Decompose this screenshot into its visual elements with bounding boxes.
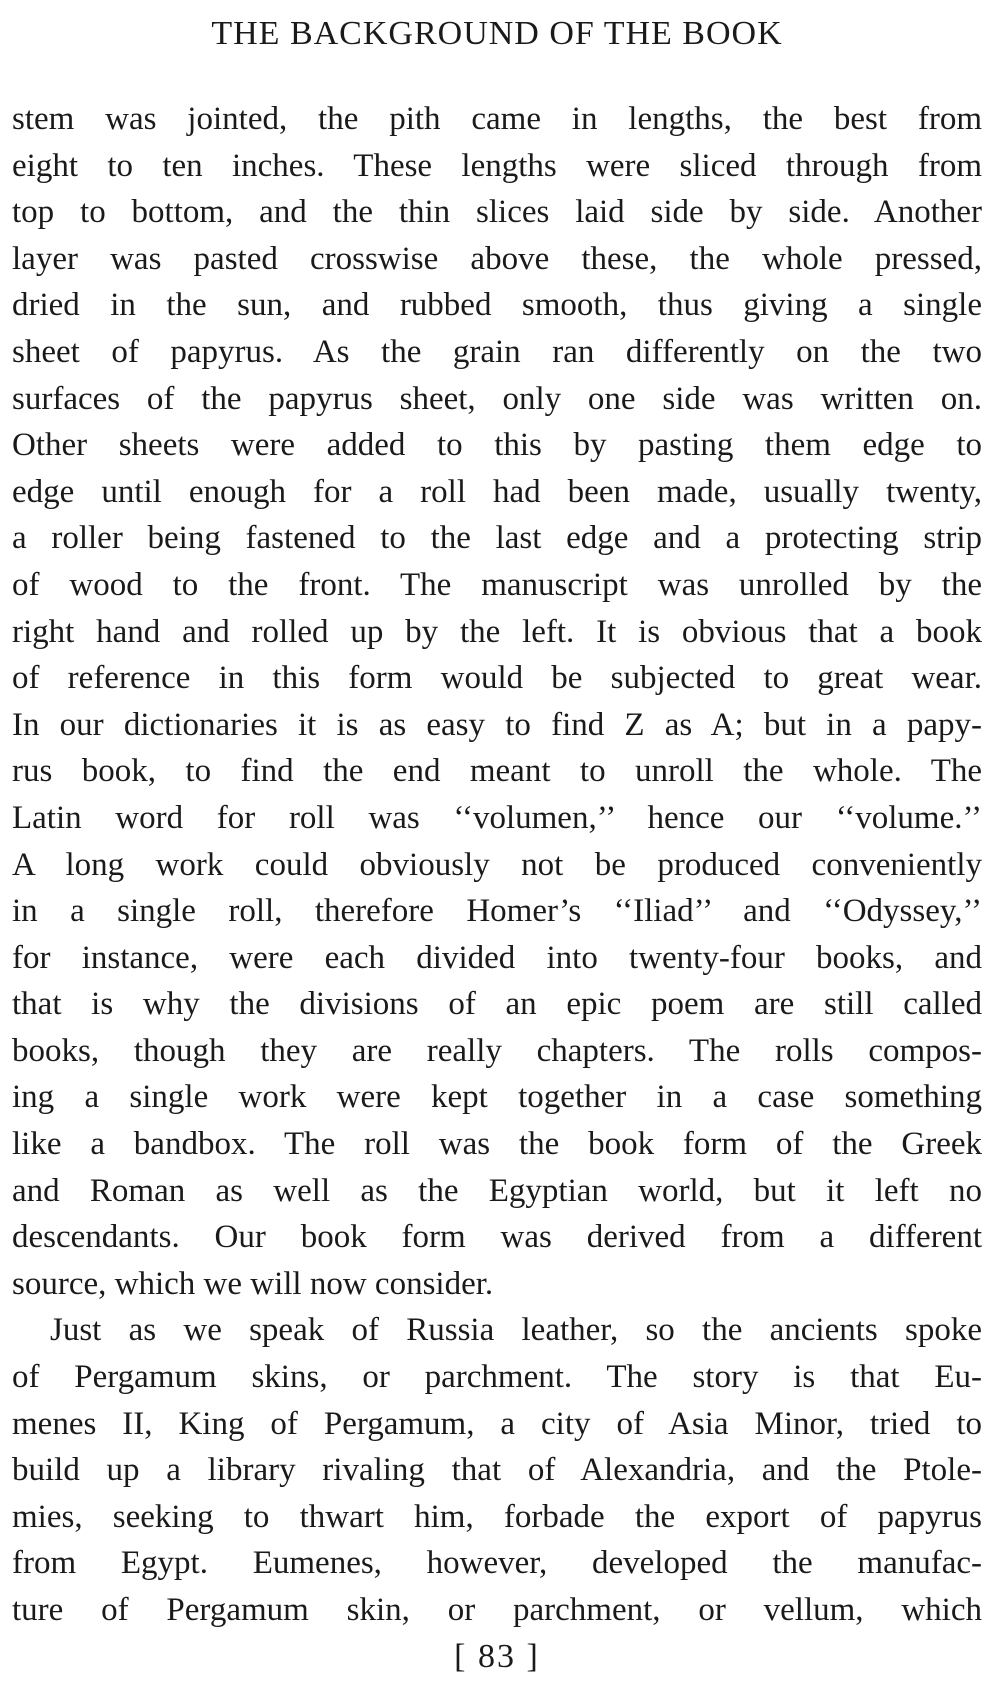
text-line: a roller being fastened to the last edge and a protecting strip <box>12 520 982 557</box>
text-line: of Pergamum skins, or parchment. The story is that Eu- <box>12 1359 982 1396</box>
text-line: Other sheets were added to this by pasting them edge to <box>12 427 982 464</box>
text-line: like a bandbox. The roll was the book form of the Greek <box>12 1126 982 1163</box>
text-line: rus book, to find the end meant to unroll the whole. The <box>12 753 982 790</box>
text-line: In our dictionaries it is as easy to find Z as A; but in a papy- <box>12 706 982 743</box>
text-line: Just as we speak of Russia leather, so the ancients spoke <box>50 1312 982 1349</box>
text-line: ture of Pergamum skin, or parchment, or vellum, which <box>12 1592 982 1628</box>
body-text <box>12 96 982 1634</box>
text-line: layer was pasted crosswise above these, the whole pressed, <box>12 240 982 277</box>
text-line: from Egypt. Eumenes, however, developed the manufac- <box>12 1545 982 1582</box>
text-line: dried in the sun, and rubbed smooth, thus giving a single <box>12 287 982 324</box>
text-line: mies, seeking to thwart him, forbade the export of papyrus <box>12 1498 982 1535</box>
text-line: eight to ten inches. These lengths were sliced through from <box>12 147 982 184</box>
text-line: menes II, King of Pergamum, a city of Asia Minor, tried to <box>12 1405 982 1442</box>
text-line: descendants. Our book form was derived from a different <box>12 1219 982 1256</box>
text-line: that is why the divisions of an epic poem are still called <box>12 986 982 1023</box>
text-line: edge until enough for a roll had been made, usually twenty, <box>12 473 982 510</box>
text-line: for instance, were each divided into twenty-four books, and <box>12 939 982 976</box>
text-line: stem was jointed, the pith came in lengths, the best from <box>12 101 982 137</box>
text-line: right hand and rolled up by the left. It is obvious that a book <box>12 613 982 650</box>
book-page <box>12 0 982 1692</box>
text-line: in a single roll, therefore Homer’s ‘‘Iliad’’ and ‘‘Odyssey,’’ <box>12 893 982 930</box>
text-line: source, which we will now consider. <box>12 1265 494 1302</box>
text-line: of reference in this form would be subjected to great wear. <box>12 660 982 697</box>
text-line: of wood to the front. The manuscript was unrolled by the <box>12 566 982 603</box>
text-line: surfaces of the papyrus sheet, only one side was written on. <box>12 380 982 417</box>
text-line: A long work could obviously not be produced conveniently <box>12 846 982 883</box>
text-line: Latin word for roll was ‘‘volumen,’’ hence our ‘‘volume.’’ <box>12 799 982 836</box>
text-line: build up a library rivaling that of Alexandria, and the Ptole- <box>12 1452 982 1489</box>
text-line: and Roman as well as the Egyptian world, but it left no <box>12 1172 982 1209</box>
text-line: ing a single work were kept together in a case something <box>12 1079 982 1116</box>
page-number: [ 83 ] <box>454 1638 540 1675</box>
paragraph-2 <box>12 1307 982 1633</box>
text-line: sheet of papyrus. As the grain ran differently on the two <box>12 333 982 370</box>
running-head: THE BACKGROUND OF THE BOOK <box>211 15 783 52</box>
text-line: top to bottom, and the thin slices laid side by side. Another <box>12 194 982 231</box>
text-line: books, though they are really chapters. The rolls compos- <box>12 1032 982 1069</box>
paragraph-1 <box>12 96 982 1307</box>
